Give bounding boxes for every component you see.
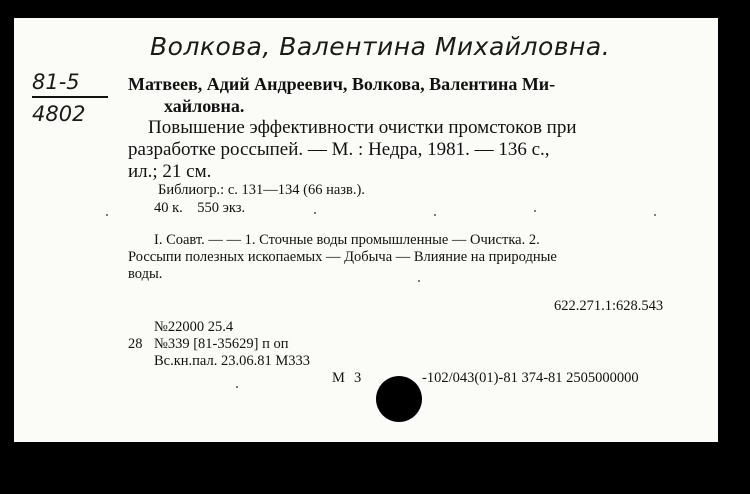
handwritten-shelf-code: 81-5 [32, 70, 80, 94]
speck [434, 214, 436, 216]
catalog-line-4: -102/043(01)-81 374-81 2505000000 [422, 370, 639, 386]
subjects-line-3: воды. [128, 266, 163, 282]
catalog-line-2-prefix: 28 [128, 336, 143, 352]
catalog-card [14, 18, 718, 442]
shelf-code-divider [32, 96, 108, 98]
catalog-line-4-prefix: М [332, 370, 345, 386]
bibliography-note: Библиогр.: с. 131—134 (66 назв.). [158, 182, 365, 198]
heading-line-1: Матвеев, Адий Андреевич, Волкова, Валентина Ми- [128, 74, 556, 94]
title-line-2: разработке россыпей. — М. : Недра, 1981. — 136 с., [128, 139, 550, 160]
catalog-line-3: Вс.кн.пал. 23.06.81 М333 [154, 353, 310, 369]
heading-line-2: хайловна. [164, 96, 245, 116]
subjects-line-1: I. Соавт. — — 1. Сточные воды промышленные — Очистка. 2. [154, 232, 540, 248]
catalog-line-4-start: 3 [354, 370, 362, 386]
title-line-3: ил.; 21 см. [128, 161, 212, 182]
classification-code: 622.271.1:628.543 [554, 298, 664, 314]
speck [534, 210, 536, 212]
price-and-print-run: 40 к. 550 экз. [154, 200, 246, 216]
speck [106, 214, 108, 216]
handwritten-author-name: Волкова, Валентина Михайловна. [150, 32, 611, 61]
catalog-line-1: №22000 25.4 [154, 319, 234, 335]
speck [654, 214, 656, 216]
speck [236, 386, 238, 388]
handwritten-inventory-number: 4802 [32, 102, 86, 126]
ink-blot [376, 376, 422, 422]
speck [418, 280, 420, 282]
title-line-1: Повышение эффективности очистки промстоков при [148, 117, 577, 138]
subjects-line-2: Россыпи полезных ископаемых — Добыча — Влияние на природные [128, 249, 557, 265]
catalog-line-2: №339 [81-35629] п оп [154, 336, 289, 352]
speck [314, 212, 316, 214]
